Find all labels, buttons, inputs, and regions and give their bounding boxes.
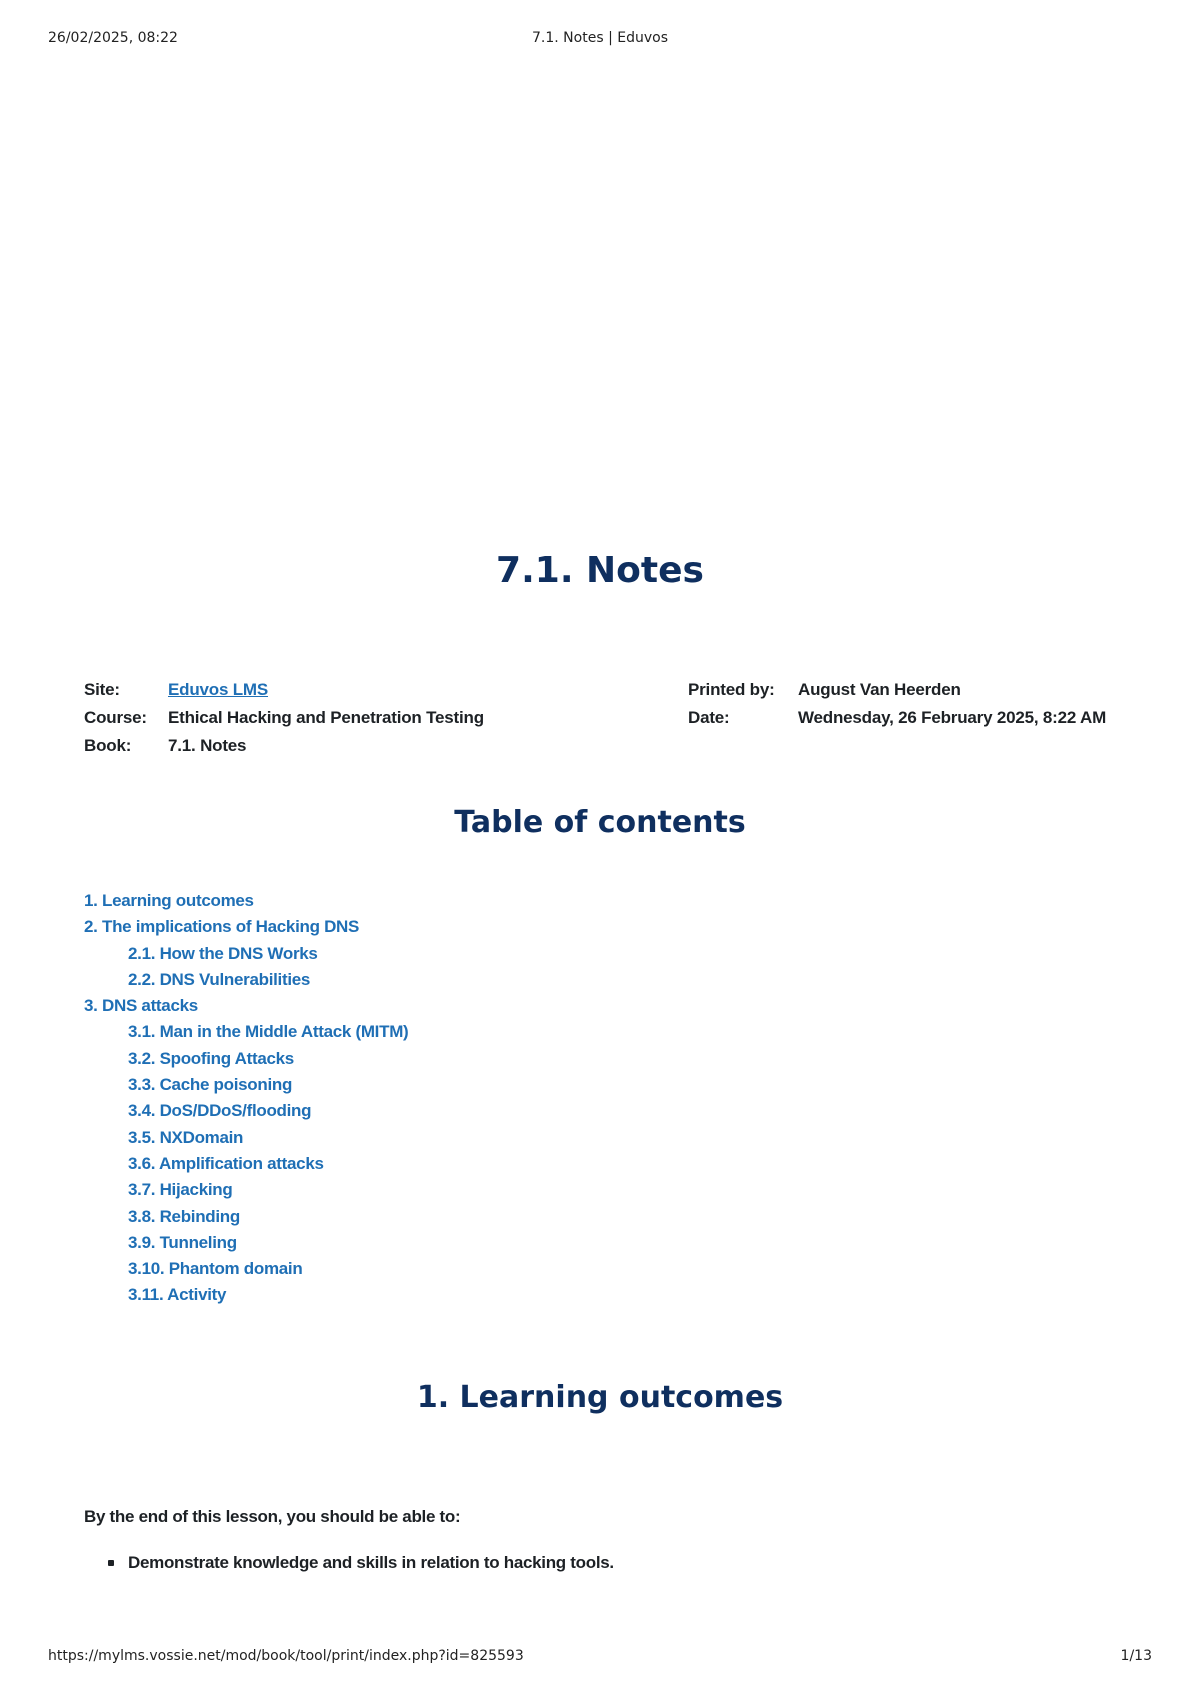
print-footer [48, 1648, 1152, 1668]
print-header [48, 30, 1152, 50]
toc-item-nxdomain[interactable]: 3.5. NXDomain [128, 1127, 244, 1147]
book-info-left [84, 680, 484, 764]
toc-item-amplification-attacks[interactable]: 3.6. Amplification attacks [128, 1153, 324, 1173]
site-label: Site: [84, 680, 120, 699]
list-item [108, 1552, 614, 1574]
toc-item-phantom-domain[interactable]: 3.10. Phantom domain [128, 1259, 303, 1279]
toc-item-dos-ddos-flooding[interactable]: 3.4. DoS/DDoS/flooding [128, 1101, 312, 1121]
printed-by-label: Printed by: [688, 680, 775, 699]
course-value: Ethical Hacking and Penetration Testing [168, 708, 484, 727]
section-intro: By the end of this lesson, you should be able to: [84, 1507, 461, 1526]
info-row-book [84, 736, 484, 764]
toc-title: Table of contents [454, 805, 746, 840]
print-datetime: 26/02/2025, 08:22 [48, 30, 178, 46]
toc-item-how-dns-works[interactable]: 2.1. How the DNS Works [128, 943, 318, 963]
book-info-right [688, 680, 1106, 736]
toc-item-activity[interactable]: 3.11. Activity [128, 1285, 227, 1305]
toc-item-dns-attacks[interactable]: 3. DNS attacks [84, 996, 198, 1016]
page-number: 1/13 [1120, 1648, 1152, 1664]
toc-item-tunneling[interactable]: 3.9. Tunneling [128, 1232, 237, 1252]
book-value: 7.1. Notes [168, 736, 247, 755]
toc-item-implications-hacking-dns[interactable]: 2. The implications of Hacking DNS [84, 917, 360, 937]
book-info-table [84, 680, 484, 764]
toc-item-hijacking[interactable]: 3.7. Hijacking [128, 1180, 233, 1200]
print-info-table [688, 680, 1106, 736]
book-title: 7.1. Notes [496, 550, 704, 591]
list-item-text: Demonstrate knowledge and skills in relation to hacking tools. [128, 1553, 614, 1572]
info-row-printed-by [688, 680, 1106, 708]
course-label: Course: [84, 708, 147, 727]
toc-item-rebinding[interactable]: 3.8. Rebinding [128, 1206, 240, 1226]
info-row-date [688, 708, 1106, 736]
info-row-course [84, 708, 484, 736]
print-page-title: 7.1. Notes | Eduvos [532, 30, 668, 46]
toc-item-cache-poisoning[interactable]: 3.3. Cache poisoning [128, 1075, 293, 1095]
print-url: https://mylms.vossie.net/mod/book/tool/print/index.php?id=825593 [48, 1648, 524, 1664]
book-label: Book: [84, 736, 132, 755]
toc-item-spoofing-attacks[interactable]: 3.2. Spoofing Attacks [128, 1048, 294, 1068]
date-label: Date: [688, 708, 730, 727]
toc-item-mitm[interactable]: 3.1. Man in the Middle Attack (MITM) [128, 1022, 409, 1042]
toc-item-learning-outcomes[interactable]: 1. Learning outcomes [84, 891, 254, 910]
table-of-contents [84, 888, 408, 1309]
site-link[interactable]: Eduvos LMS [168, 680, 269, 699]
date-value: Wednesday, 26 February 2025, 8:22 AM [798, 708, 1107, 727]
printed-by-value: August Van Heerden [798, 680, 961, 699]
section-title-learning-outcomes: 1. Learning outcomes [416, 1380, 784, 1415]
bullet-icon [108, 1560, 114, 1566]
info-row-site [84, 680, 484, 708]
learning-outcomes-list [108, 1552, 614, 1574]
toc-item-dns-vulnerabilities[interactable]: 2.2. DNS Vulnerabilities [128, 969, 311, 989]
